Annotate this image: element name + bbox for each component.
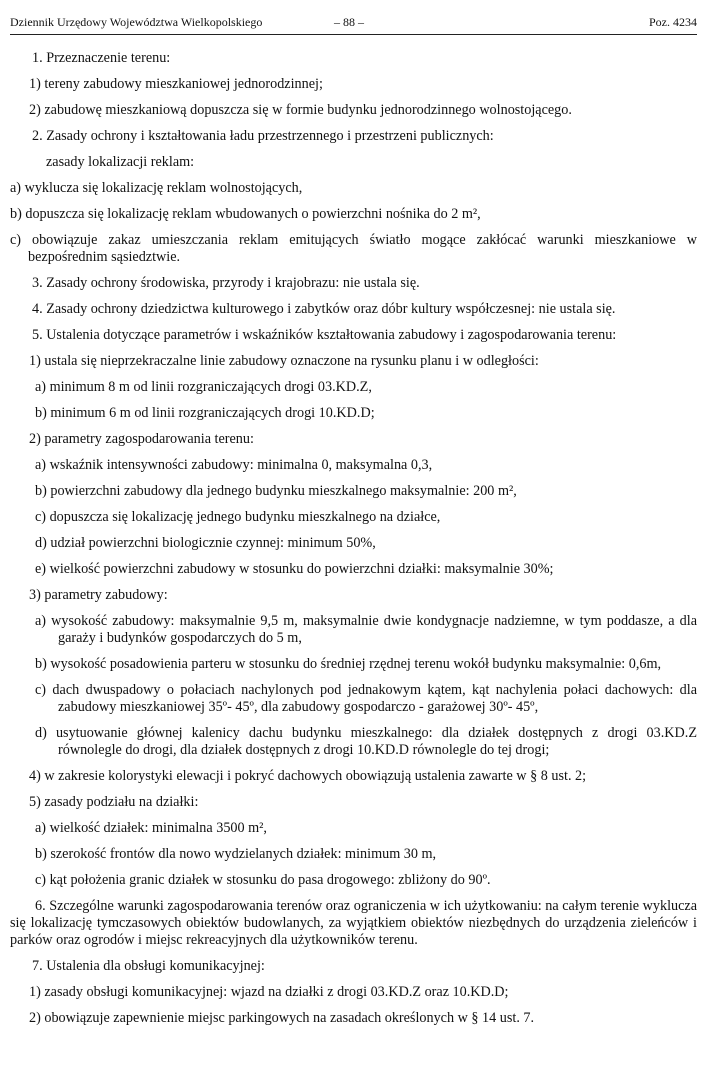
position-number: Poz. 4234 — [649, 15, 697, 29]
list-item: 2) obowiązuje zapewnienie miejsc parkingowych na zasadach określonych w § 14 ust. 7. — [29, 1010, 535, 1026]
section-7-heading: 7. Ustalenia dla obsługi komunikacyjnej: — [32, 958, 265, 974]
header-rule — [10, 34, 697, 35]
list-item: 1) zasady obsługi komunikacyjnej: wjazd na działki z drogi 03.KD.Z oraz 10.KD.D; — [29, 984, 509, 1000]
sub-list-item: a) wielkość działek: minimalna 3500 m², — [35, 820, 267, 836]
section-4-heading: 4. Zasady ochrony dziedzictwa kulturowego i zabytków oraz dóbr kultury współczesnej: nie ustala się. — [32, 301, 616, 317]
list-item: 1) tereny zabudowy mieszkaniowej jednorodzinnej; — [29, 76, 323, 92]
sub-list-item: b) powierzchni zabudowy dla jednego budynku mieszkalnego maksymalnie: 200 m², — [35, 483, 517, 499]
list-item: 4) w zakresie kolorystyki elewacji i pokryć dachowych obowiązują ustalenia zawarte w § 8 ust. 2; — [29, 768, 587, 784]
sub-list-item: d) usytuowanie głównej kalenicy dachu budynku mieszkalnego: dla działek dostępnych z drogi 03.KD.Z równolegle do drogi, dla działek dostępnych z drogi 10.KD.D równolegle do tej drogi; — [35, 725, 697, 758]
sub-list-item: c) dopuszcza się lokalizację jednego budynku mieszkalnego na działce, — [35, 509, 441, 525]
section-3-heading: 3. Zasady ochrony środowiska, przyrody i krajobrazu: nie ustala się. — [32, 275, 420, 291]
list-item: 1) ustala się nieprzekraczalne linie zabudowy oznaczone na rysunku planu i w odległości: — [29, 353, 539, 369]
list-item: b) dopuszcza się lokalizację reklam wbudowanych o powierzchni nośnika do 2 m², — [10, 206, 481, 222]
sub-list-item: c) kąt położenia granic działek w stosunku do pasa drogowego: zbliżony do 90º. — [35, 872, 491, 888]
list-item: 2) parametry zagospodarowania terenu: — [29, 431, 254, 447]
page-header — [10, 14, 697, 34]
sub-list-item: a) minimum 8 m od linii rozgraniczających drogi 03.KD.Z, — [35, 379, 372, 395]
section-6-paragraph: 6. Szczególne warunki zagospodarowania terenów oraz ograniczenia w ich użytkowaniu: na całym terenie wyklucza się lokalizację tymczasowych obiektów budowlanych, za wyjątkiem obiektów niezbędnych do urządzenia zieleńców i parków oraz ogrodów i miejsc rekreacyjnych dla użytkowników terenu. — [10, 898, 697, 948]
list-item: 3) parametry zabudowy: — [29, 587, 168, 603]
sub-list-item: a) wysokość zabudowy: maksymalnie 9,5 m, maksymalnie dwie kondygnacje nadziemne, w tym poddasze, a dla garaży i budynków gospodarczych do 5 m, — [35, 613, 697, 646]
section-2-heading: 2. Zasady ochrony i kształtowania ładu przestrzennego i przestrzeni publicznych: — [32, 128, 494, 144]
sub-list-item: b) szerokość frontów dla nowo wydzielanych działek: minimum 30 m, — [35, 846, 437, 862]
sub-list-item: e) wielkość powierzchni zabudowy w stosunku do powierzchni działki: maksymalnie 30%; — [35, 561, 554, 577]
list-item: c) obowiązuje zakaz umieszczania reklam emitujących światło mogące zakłócać warunki mieszkaniowe w bezpośrednim sąsiedztwie. — [10, 232, 697, 265]
list-item: a) wyklucza się lokalizację reklam wolnostojących, — [10, 180, 303, 196]
sub-list-item: c) dach dwuspadowy o połaciach nachylonych pod jednakowym kątem, kąt nachylenia połaci dachowych: dla zabudowy mieszkaniowej 35º- 45º, dla zabudowy gospodarczo - garażowej 30º- 45º, — [35, 682, 697, 715]
section-5-heading: 5. Ustalenia dotyczące parametrów i wskaźników kształtowania zabudowy i zagospodarowania terenu: — [32, 327, 617, 343]
journal-title: Dziennik Urzędowy Województwa Wielkopolskiego — [10, 15, 263, 29]
list-item: 2) zabudowę mieszkaniową dopuszcza się w formie budynku jednorodzinnego wolnostojącego. — [29, 102, 572, 118]
subheading: zasady lokalizacji reklam: — [46, 154, 195, 170]
sub-list-item: a) wskaźnik intensywności zabudowy: minimalna 0, maksymalna 0,3, — [35, 457, 433, 473]
sub-list-item: d) udział powierzchni biologicznie czynnej: minimum 50%, — [35, 535, 376, 551]
section-1-heading: 1. Przeznaczenie terenu: — [32, 50, 171, 66]
page-number: – 88 – — [334, 15, 364, 29]
sub-list-item: b) minimum 6 m od linii rozgraniczających drogi 10.KD.D; — [35, 405, 375, 421]
list-item: 5) zasady podziału na działki: — [29, 794, 199, 810]
sub-list-item: b) wysokość posadowienia parteru w stosunku do średniej rzędnej terenu wokół budynku maksymalnie: 0,6m, — [35, 656, 662, 672]
document-body — [10, 50, 697, 1036]
